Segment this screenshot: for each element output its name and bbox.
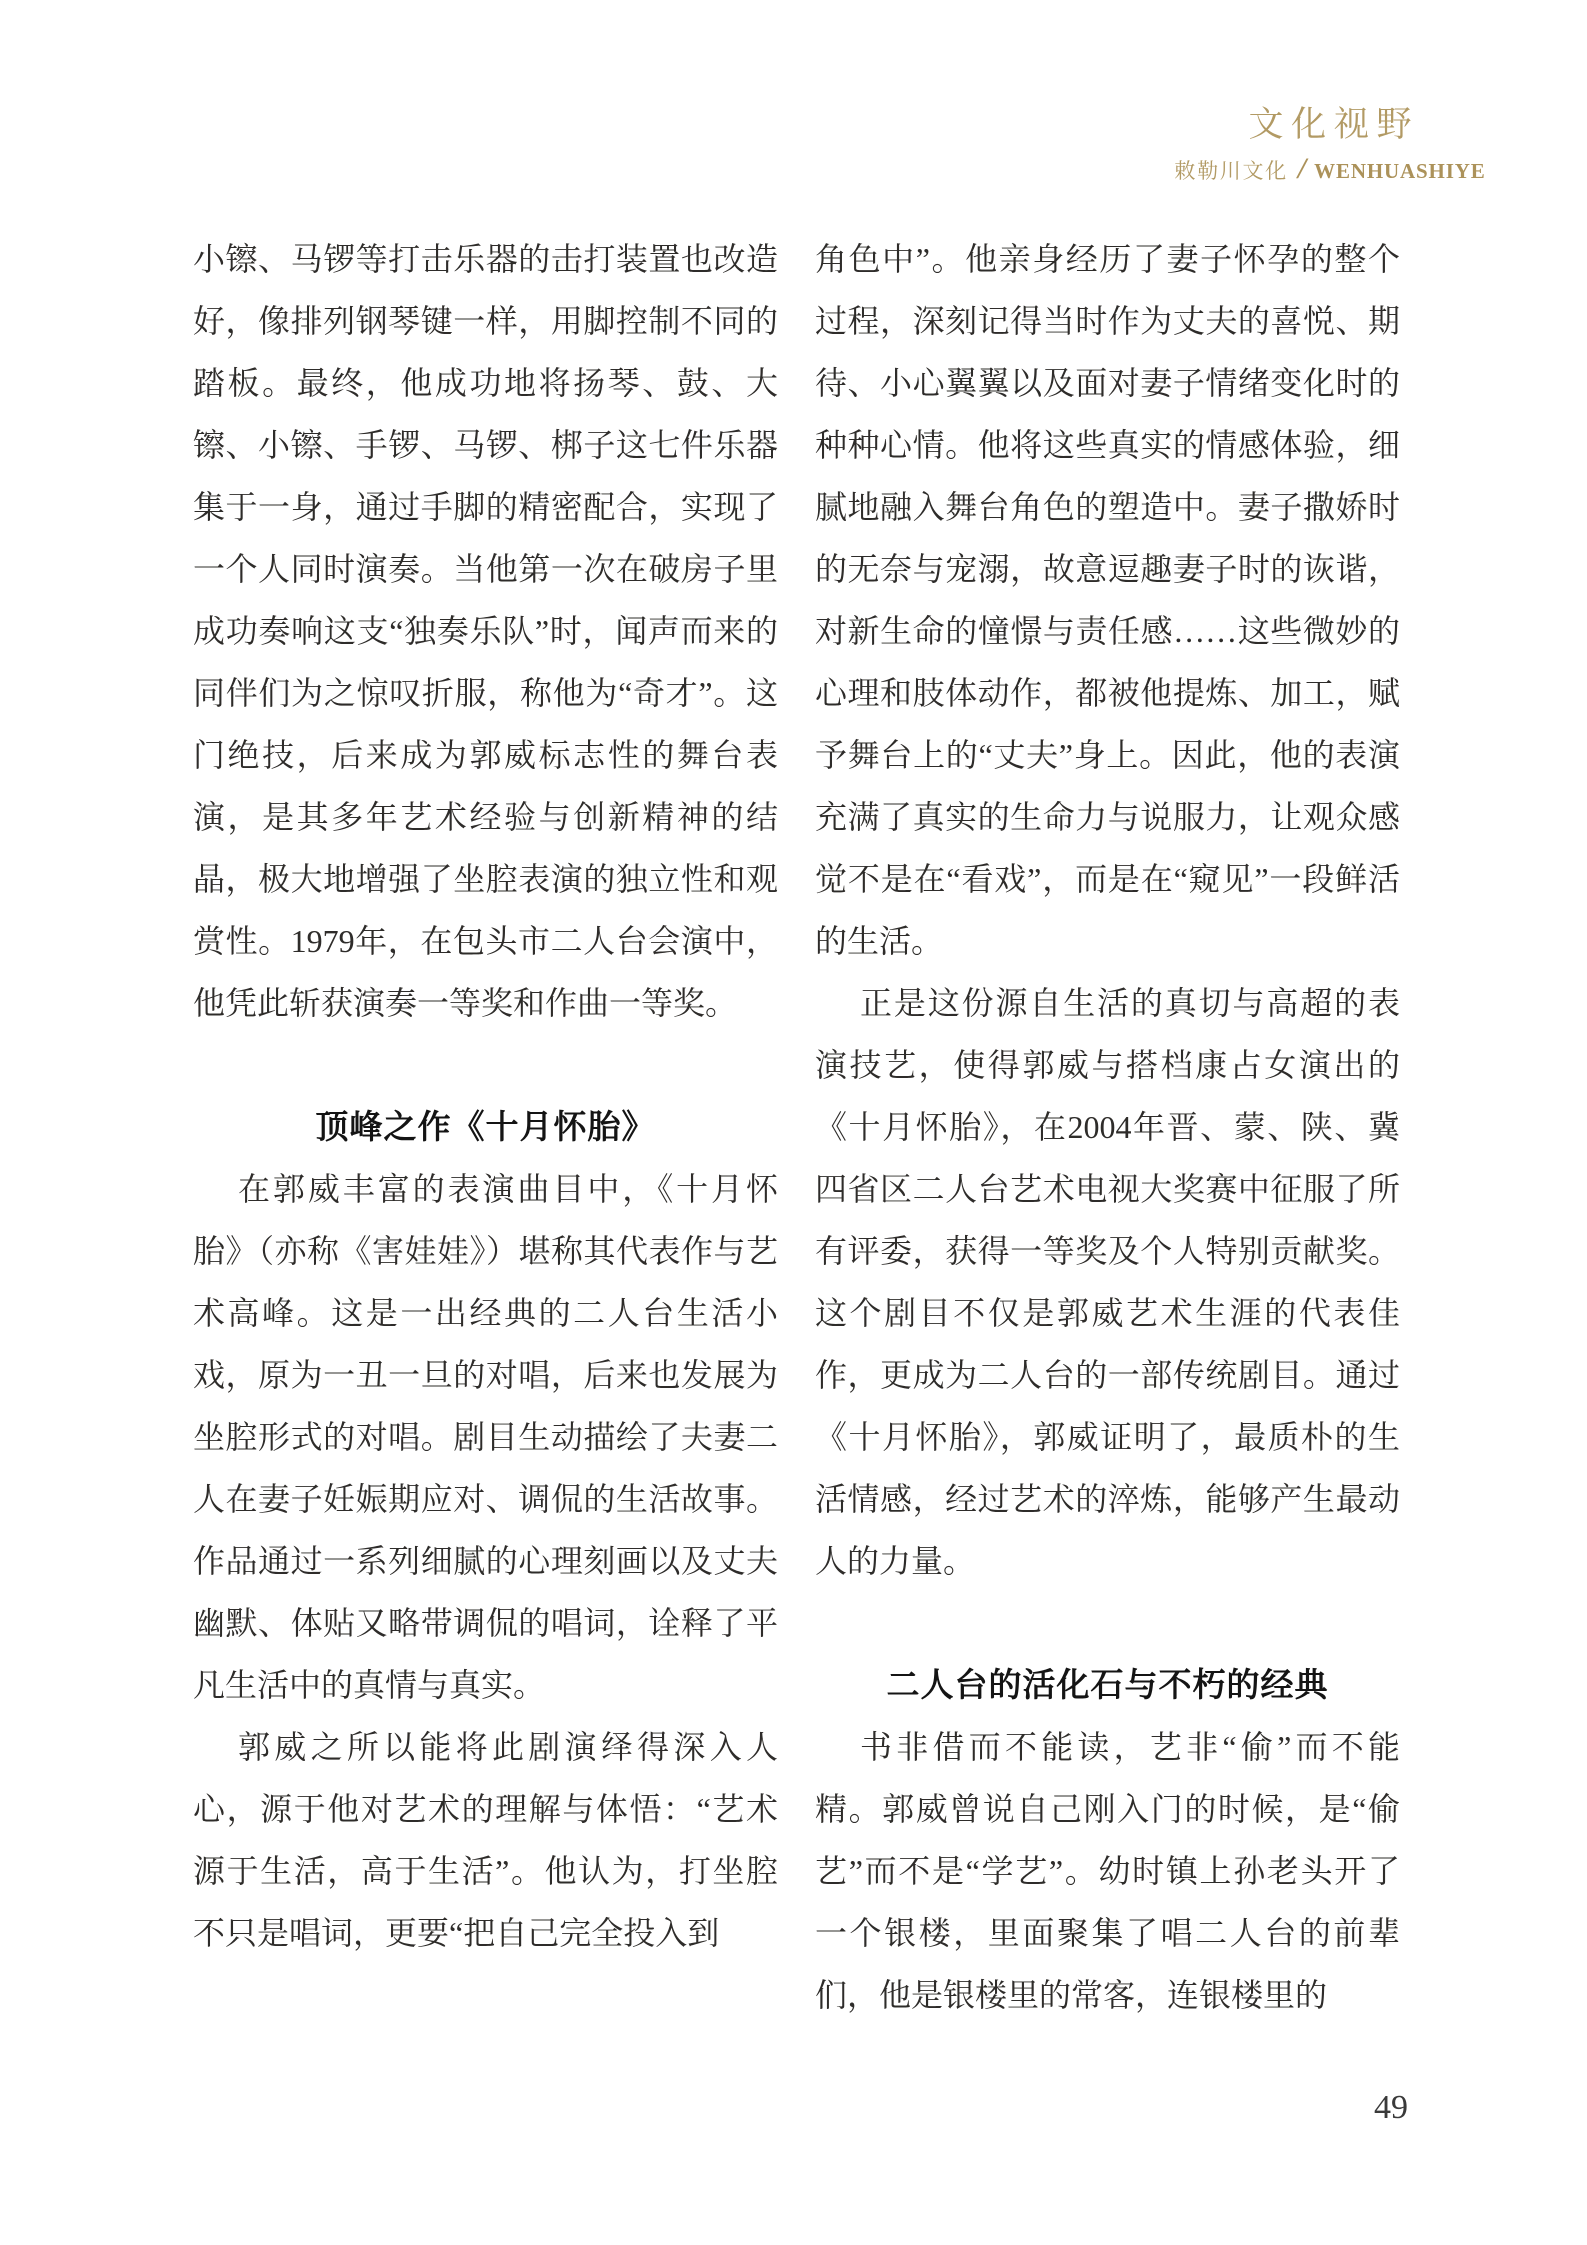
masthead — [1174, 102, 1486, 186]
section-title: 文化视野 — [1248, 105, 1420, 144]
section-heading-huohuashi: 二人台的活化石与不朽的经典 — [886, 1666, 1329, 1703]
paragraph-continuation: 小镲、马锣等打击乐器的击打装置也改造好，像排列钢琴键一样，用脚控制不同的踏板。最终，他成功地将扬琴、鼓、大镲、小镲、手锣、马锣、梆子这七件乐器集于一身，通过手脚的精密配合，实现了一个人同时演奏。当他第一次在破房子里成功奏响这支“独奏乐队”时，闻声而来的同伴们为之惊叹折服，称他为“奇才”。这门绝技，后来成为郭威标志性的舞台表演，是其多年艺术经验与创新精神的结晶，极大地增强了坐腔表演的独立性和观赏性。1979年，在包头市二人台会演中，他凭此斩获演奏一等奖和作曲一等奖。 — [193, 241, 778, 1021]
left-column — [193, 228, 778, 2026]
right-column — [815, 228, 1400, 2026]
page-number: 49 — [1374, 2089, 1408, 2126]
paragraph: 在郭威丰富的表演曲目中，《十月怀胎》（亦称《害娃娃》）堪称其代表作与艺术高峰。这是一出经典的二人台生活小戏，原为一丑一旦的对唱，后来也发展为坐腔形式的对唱。剧目生动描绘了夫妻二人在妻子妊娠期应对、调侃的生活故事。作品通过一系列细腻的心理刻画以及丈夫幽默、体贴又略带调侃的唱词，诠释了平凡生活中的真情与真实。 — [193, 1171, 778, 1703]
section-heading-shiyuehuaitai: 顶峰之作《十月怀胎》 — [315, 1108, 656, 1145]
paragraph: 书非借而不能读，艺非“偷”而不能精。郭威曾说自己刚入门的时候，是“偷艺”而不是“学艺”。幼时镇上孙老头开了一个银楼，里面聚集了唱二人台的前辈们，他是银楼里的常客，连银楼里的 — [815, 1729, 1400, 2013]
series-label-en: WENHUASHIYE — [1314, 159, 1486, 183]
separator-slash: / — [1297, 152, 1307, 185]
paragraph-continuation: 角色中”。他亲身经历了妻子怀孕的整个过程，深刻记得当时作为丈夫的喜悦、期待、小心翼翼以及面对妻子情绪变化时的种种心情。他将这些真实的情感体验，细腻地融入舞台角色的塑造中。妻子撒娇时的无奈与宠溺，故意逗趣妻子时的诙谐，对新生命的憧憬与责任感……这些微妙的心理和肢体动作，都被他提炼、加工，赋予舞台上的“丈夫”身上。因此，他的表演充满了真实的生命力与说服力，让观众感觉不是在“看戏”，而是在“窥见”一段鲜活的生活。 — [815, 241, 1400, 959]
paragraph: 郭威之所以能将此剧演绎得深入人心，源于他对艺术的理解与体悟：“艺术源于生活，高于生活”。他认为，打坐腔不只是唱词，更要“把自己完全投入到 — [193, 1729, 778, 1951]
series-label-zh: 敕勒川文化 — [1174, 159, 1288, 183]
article-columns — [193, 228, 1400, 2026]
paragraph: 正是这份源自生活的真切与高超的表演技艺，使得郭威与搭档康占女演出的《十月怀胎》，在2004年晋、蒙、陕、冀四省区二人台艺术电视大奖赛中征服了所有评委，获得一等奖及个人特别贡献奖。这个剧目不仅是郭威艺术生涯的代表佳作，更成为二人台的一部传统剧目。通过《十月怀胎》，郭威证明了，最质朴的生活情感，经过艺术的淬炼，能够产生最动人的力量。 — [815, 985, 1400, 1579]
masthead-subtitle — [1174, 152, 1486, 186]
